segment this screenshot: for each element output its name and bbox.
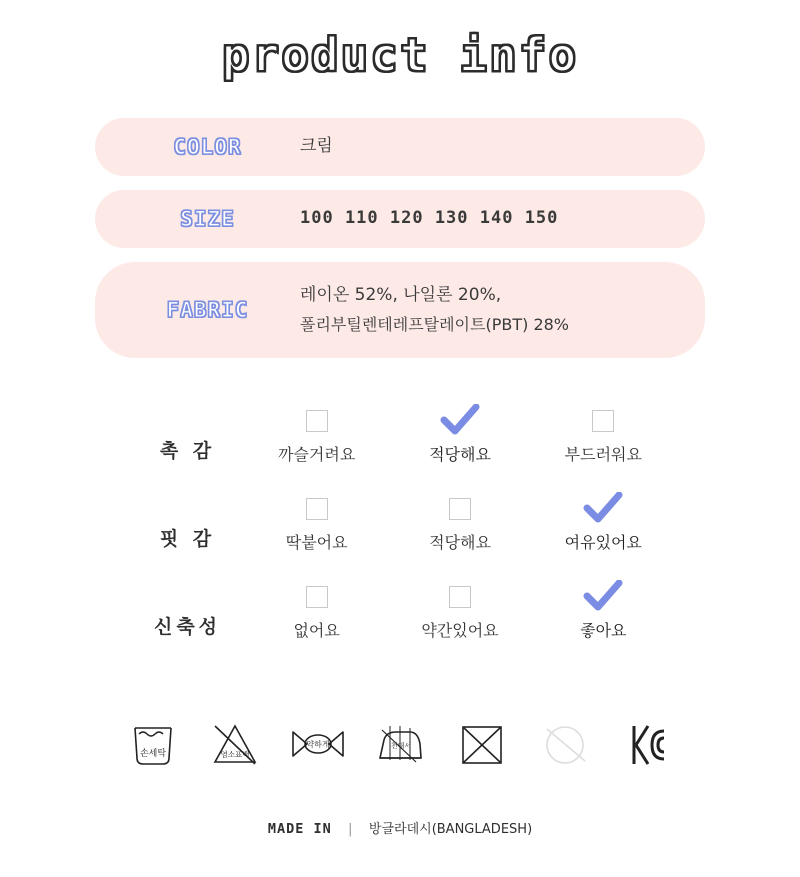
attribute-option-label: 딱붙어요 [285,533,348,552]
fabric-line-2: 폴리부틸렌테레프탈레이트(PBT) 28% [300,314,570,334]
attribute-option[interactable] [388,576,531,641]
svg-text:약하게: 약하게 [306,740,330,749]
attribute-option-label: 좋아요 [580,621,627,640]
attribute-option-label: 적당해요 [429,533,491,552]
made-in-line [0,818,800,837]
no-bleach-icon [202,712,268,774]
made-in-value: 방글라데시(BANGLADESH) [368,822,533,837]
info-value-size: 100 110 120 130 140 150 [300,208,559,229]
kc-mark-icon [614,712,680,774]
attribute-table [130,400,675,664]
attribute-option-label: 여유있어요 [564,533,642,552]
checkbox-slot[interactable] [388,576,531,618]
checkbox-slot[interactable] [532,576,675,618]
info-value-fabric [300,281,569,339]
checkbox-unchecked-icon[interactable] [449,498,471,520]
attribute-option-label: 까슬거려요 [278,445,356,464]
no-tumble-dry-icon [449,712,515,774]
info-label-fabric: FABRIC [166,298,249,322]
info-label-size: SIZE [180,207,235,231]
checkbox-unchecked-icon[interactable] [449,586,471,608]
care-symbol-row [120,712,680,774]
attribute-option-label: 약간있어요 [421,621,499,640]
checkbox-slot[interactable] [388,488,531,530]
checkbox-slot[interactable] [245,488,388,530]
svg-text:천대서: 천대서 [390,742,412,750]
made-in-label: MADE IN [267,821,332,837]
attribute-name-stretch: 신축성 [153,616,222,638]
product-info-block [95,118,705,372]
no-dry-clean-icon [532,712,598,774]
checkbox-slot[interactable] [245,400,388,442]
info-row-color [95,118,705,176]
attribute-name-fit: 핏 감 [159,528,216,550]
checkmark-icon[interactable] [583,492,623,526]
gentle-wring-icon [285,712,351,774]
checkbox-slot[interactable] [532,488,675,530]
attribute-option-label: 부드러워요 [564,445,642,464]
attribute-option[interactable] [532,488,675,553]
checkbox-unchecked-icon[interactable] [592,410,614,432]
attribute-option[interactable] [388,488,531,553]
attribute-option[interactable] [532,400,675,465]
info-label-color: COLOR [173,135,242,159]
hand-wash-icon [120,712,186,774]
checkmark-icon[interactable] [583,580,623,614]
svg-text:염소표백: 염소표백 [220,750,250,759]
page-title: product info [221,28,579,82]
attribute-option-label: 적당해요 [429,445,491,464]
attribute-option[interactable] [245,400,388,465]
info-row-fabric [95,262,705,358]
made-in-separator: | [348,821,353,837]
attribute-option[interactable] [245,488,388,553]
attribute-name-touch: 촉 감 [159,440,216,462]
checkmark-icon[interactable] [440,404,480,438]
attribute-option[interactable] [388,400,531,465]
attribute-option[interactable] [532,576,675,641]
checkbox-unchecked-icon[interactable] [306,586,328,608]
checkbox-slot[interactable] [388,400,531,442]
info-value-color: 크림 [300,136,333,157]
attribute-row-touch [130,400,675,488]
attribute-row-fit [130,488,675,576]
attribute-option-label: 없어요 [293,621,340,640]
checkbox-unchecked-icon[interactable] [306,410,328,432]
checkbox-unchecked-icon[interactable] [306,498,328,520]
fabric-line-1: 레이온 52%, 나일론 20%, [300,285,502,306]
iron-with-cloth-icon [367,712,433,774]
checkbox-slot[interactable] [532,400,675,442]
attribute-option[interactable] [245,576,388,641]
info-row-size [95,190,705,248]
checkbox-slot[interactable] [245,576,388,618]
svg-text:손세탁: 손세탁 [139,749,167,759]
attribute-row-stretch [130,576,675,664]
